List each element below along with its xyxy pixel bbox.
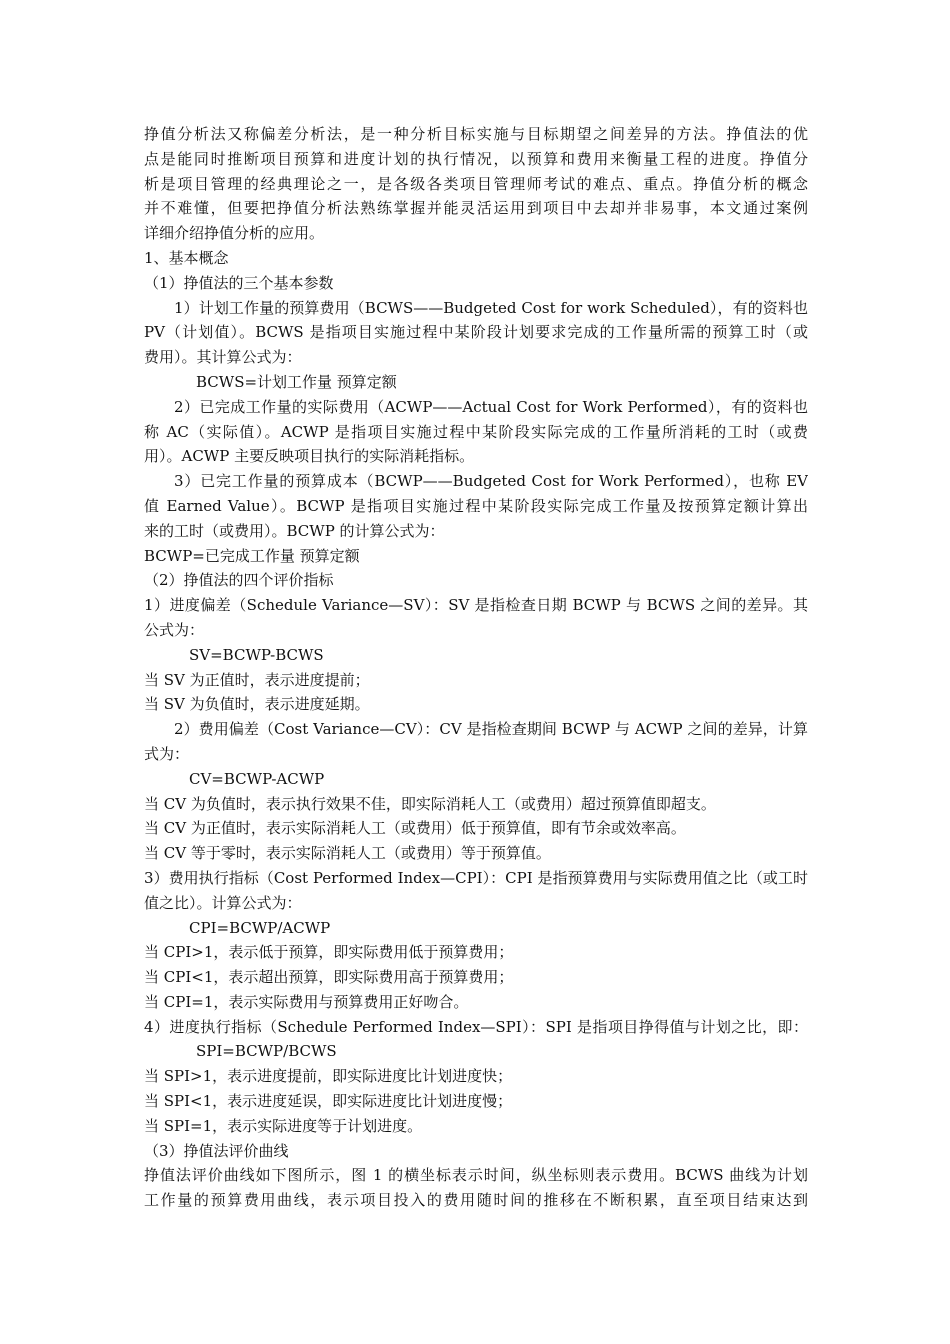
text-line: 当 CPI=1，表示实际费用与预算费用正好吻合。 (144, 992, 469, 1011)
text-line: 3）费用执行指标（Cost Performed Index—CPI）：CPI 是指预算费用与实际费用值之比（或工时 (144, 868, 808, 887)
text-line: 1）进度偏差（Schedule Variance—SV）：SV 是指检查日期 BCWP 与 BCWS 之间的差异。其 (144, 596, 808, 615)
text-line: 挣值法评价曲线如下图所示，图 1 的横坐标表示时间，纵坐标则表示费用。BCWS 曲线为计划 (144, 1166, 808, 1185)
text-line: CV=BCWP-ACWP (189, 769, 325, 788)
text-line: 式为： (144, 744, 190, 763)
text-line: 当 SPI=1，表示实际进度等于计划进度。 (144, 1116, 423, 1135)
text-line: 费用）。其计算公式为： (144, 348, 302, 367)
text-line: 当 CV 等于零时，表示实际消耗人工（或费用）等于预算值。 (144, 844, 551, 863)
text-line: 当 SPI<1，表示进度延误，即实际进度比计划进度慢； (144, 1092, 513, 1111)
text-line: （3）挣值法评价曲线 (144, 1141, 289, 1160)
text-line: 当 SV 为正值时，表示进度提前； (144, 670, 370, 689)
text-line: 挣值分析法又称偏差分析法，是一种分析目标实施与目标期望之间差异的方法。挣值法的优 (144, 125, 808, 143)
text-line: 并不难懂，但要把挣值分析法熟练掌握并能灵活运用到项目中去却并非易事，本文通过案例 (144, 199, 808, 218)
text-line: 1）计划工作量的预算费用（BCWS——Budgeted Cost for work Scheduled），有的资料也 (174, 298, 808, 317)
text-line: 值 Earned Value）。BCWP 是指项目实施过程中某阶段实际完成工作量及按预算定额计算出 (144, 496, 808, 515)
text-line: 4）进度执行指标（Schedule Performed Index—SPI）：SPI 是指项目挣得值与计划之比，即： (144, 1017, 808, 1036)
text-line: PV（计划值）。BCWS 是指项目实施过程中某阶段计划要求完成的工作量所需的预算工时（或 (144, 323, 808, 342)
text-line: （2）挣值法的四个评价指标 (144, 571, 334, 590)
text-line: （1）挣值法的三个基本参数 (144, 273, 334, 292)
text-line: 析是项目管理的经典理论之一，是各级各类项目管理师考试的难点、重点。挣值分析的概念 (144, 174, 808, 193)
text-line: 3）已完工作量的预算成本（BCWP——Budgeted Cost for Work Performed），也称 EV (174, 472, 808, 491)
text-line: 用）。ACWP 主要反映项目执行的实际消耗指标。 (144, 447, 475, 466)
text-line: 当 SPI>1，表示进度提前，即实际进度比计划进度快； (144, 1067, 513, 1086)
text-line: 当 CPI<1，表示超出预算，即实际费用高于预算费用； (144, 968, 514, 987)
text-line: 称 AC（实际值）。ACWP 是指项目实施过程中某阶段实际完成的工作量所消耗的工时（或费 (144, 422, 808, 441)
text-line: 1、基本概念 (144, 248, 229, 267)
document-body (144, 122, 808, 1213)
text-line: 详细介绍挣值分析的应用。 (144, 224, 325, 243)
text-line: 值之比）。计算公式为： (144, 893, 302, 912)
text-line: 当 CV 为正值时，表示实际消耗人工（或费用）低于预算值，即有节余或效率高。 (144, 819, 686, 838)
text-line: 公式为： (144, 620, 205, 639)
text-line: BCWP=已完成工作量 预算定额 (144, 546, 360, 565)
text-line: 来的工时（或费用）。BCWP 的计算公式为： (144, 521, 445, 540)
text-line: 工作量的预算费用曲线，表示项目投入的费用随时间的推移在不断积累，直至项目结束达到 (144, 1191, 808, 1210)
text-line: CPI=BCWP/ACWP (189, 918, 331, 937)
text-line: SV=BCWP-BCWS (189, 645, 324, 664)
text-line: 点是能同时推断项目预算和进度计划的执行情况，以预算和费用来衡量工程的进度。挣值分 (144, 149, 808, 168)
text-line: 当 CPI>1，表示低于预算，即实际费用低于预算费用； (144, 943, 514, 962)
text-line: 当 CV 为负值时，表示执行效果不佳，即实际消耗人工（或费用）超过预算值即超支。 (144, 794, 716, 813)
text-line: BCWS=计划工作量 预算定额 (196, 372, 397, 391)
text-line: SPI=BCWP/BCWS (196, 1042, 337, 1061)
text-line: 2）费用偏差（Cost Variance—CV）：CV 是指检查期间 BCWP 与 ACWP 之间的差异，计算 (174, 720, 808, 739)
text-line: 当 SV 为负值时，表示进度延期。 (144, 695, 370, 714)
text-line: 2）已完成工作量的实际费用（ACWP——Actual Cost for Work Performed），有的资料也 (174, 397, 808, 416)
